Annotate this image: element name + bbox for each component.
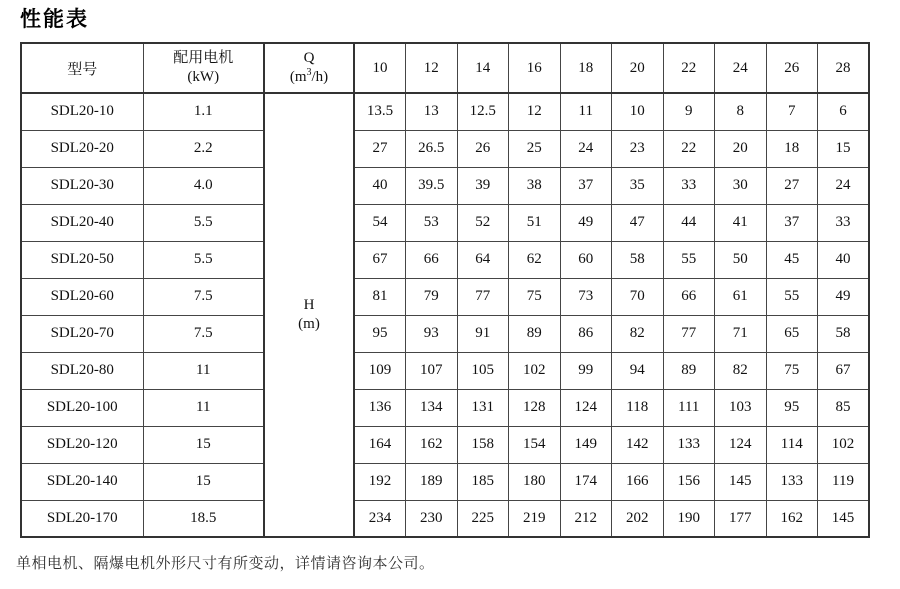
head-value-cell: 61 bbox=[715, 278, 767, 315]
table-row bbox=[21, 500, 869, 537]
col-header-flow-value: 20 bbox=[612, 43, 664, 93]
col-header-flow-value: 28 bbox=[818, 43, 870, 93]
model-cell: SDL20-80 bbox=[21, 352, 143, 389]
head-value-cell: 212 bbox=[560, 500, 612, 537]
head-value-cell: 12.5 bbox=[457, 93, 509, 130]
head-value-cell: 39.5 bbox=[406, 167, 458, 204]
head-value-cell: 24 bbox=[818, 167, 870, 204]
head-value-cell: 111 bbox=[663, 389, 715, 426]
page-title: 性能表 bbox=[20, 8, 89, 31]
head-value-cell: 67 bbox=[818, 352, 870, 389]
head-value-cell: 8 bbox=[715, 93, 767, 130]
table-row bbox=[21, 352, 869, 389]
head-value-cell: 13 bbox=[406, 93, 458, 130]
cube-superscript: 3 bbox=[306, 67, 312, 78]
table-body bbox=[21, 93, 869, 537]
head-value-cell: 60 bbox=[560, 241, 612, 278]
head-value-cell: 58 bbox=[818, 315, 870, 352]
head-value-cell: 119 bbox=[818, 463, 870, 500]
motor-header-unit: (kW) bbox=[187, 69, 220, 85]
head-value-cell: 133 bbox=[766, 463, 818, 500]
head-value-cell: 53 bbox=[406, 204, 458, 241]
table-row bbox=[21, 315, 869, 352]
head-value-cell: 93 bbox=[406, 315, 458, 352]
head-value-cell: 154 bbox=[509, 426, 561, 463]
head-value-cell: 55 bbox=[766, 278, 818, 315]
table-row bbox=[21, 241, 869, 278]
head-value-cell: 54 bbox=[354, 204, 406, 241]
head-value-cell: 128 bbox=[509, 389, 561, 426]
head-value-cell: 105 bbox=[457, 352, 509, 389]
model-cell: SDL20-50 bbox=[21, 241, 143, 278]
head-value-cell: 164 bbox=[354, 426, 406, 463]
head-value-cell: 79 bbox=[406, 278, 458, 315]
col-header-flow-value: 26 bbox=[766, 43, 818, 93]
table-row bbox=[21, 130, 869, 167]
footer-note: 单相电机、隔爆电机外形尺寸有所变动，详情请咨询本公司。 bbox=[16, 556, 435, 572]
head-value-cell: 77 bbox=[663, 315, 715, 352]
model-cell: SDL20-30 bbox=[21, 167, 143, 204]
head-value-cell: 81 bbox=[354, 278, 406, 315]
head-value-cell: 27 bbox=[766, 167, 818, 204]
head-value-cell: 89 bbox=[509, 315, 561, 352]
head-value-cell: 230 bbox=[406, 500, 458, 537]
head-value-cell: 166 bbox=[612, 463, 664, 500]
head-value-cell: 26 bbox=[457, 130, 509, 167]
head-value-cell: 13.5 bbox=[354, 93, 406, 130]
head-value-cell: 24 bbox=[560, 130, 612, 167]
col-header-flow-value: 12 bbox=[406, 43, 458, 93]
head-value-cell: 10 bbox=[612, 93, 664, 130]
head-value-cell: 225 bbox=[457, 500, 509, 537]
head-value-cell: 124 bbox=[560, 389, 612, 426]
table-row bbox=[21, 389, 869, 426]
head-value-cell: 27 bbox=[354, 130, 406, 167]
head-label-unit: (m) bbox=[298, 316, 320, 332]
head-value-cell: 95 bbox=[766, 389, 818, 426]
flow-header-unit: $(m^3/h)$ bbox=[289, 67, 329, 85]
head-value-cell: 41 bbox=[715, 204, 767, 241]
motor-power-cell: 11 bbox=[143, 352, 264, 389]
table-row bbox=[21, 426, 869, 463]
head-value-cell: 86 bbox=[560, 315, 612, 352]
head-value-cell: 40 bbox=[818, 241, 870, 278]
head-value-cell: 25 bbox=[509, 130, 561, 167]
head-value-cell: 70 bbox=[612, 278, 664, 315]
col-header-model: 型号 bbox=[21, 43, 143, 93]
head-value-cell: 9 bbox=[663, 93, 715, 130]
head-value-cell: 75 bbox=[766, 352, 818, 389]
model-cell: SDL20-10 bbox=[21, 93, 143, 130]
motor-power-cell: 7.5 bbox=[143, 278, 264, 315]
head-value-cell: 124 bbox=[715, 426, 767, 463]
head-value-cell: 20 bbox=[715, 130, 767, 167]
model-cell: SDL20-60 bbox=[21, 278, 143, 315]
motor-power-cell: 1.1 bbox=[143, 93, 264, 130]
col-header-flow-value: 22 bbox=[663, 43, 715, 93]
head-value-cell: 73 bbox=[560, 278, 612, 315]
head-value-cell: 47 bbox=[612, 204, 664, 241]
head-value-cell: 131 bbox=[457, 389, 509, 426]
head-value-cell: 109 bbox=[354, 352, 406, 389]
head-value-cell: 37 bbox=[766, 204, 818, 241]
table-row bbox=[21, 204, 869, 241]
head-value-cell: 62 bbox=[509, 241, 561, 278]
head-value-cell: 162 bbox=[766, 500, 818, 537]
head-value-cell: 142 bbox=[612, 426, 664, 463]
head-value-cell: 51 bbox=[509, 204, 561, 241]
head-value-cell: 177 bbox=[715, 500, 767, 537]
motor-power-cell: 7.5 bbox=[143, 315, 264, 352]
table-row bbox=[21, 167, 869, 204]
model-cell: SDL20-70 bbox=[21, 315, 143, 352]
table-row bbox=[21, 93, 869, 130]
head-value-cell: 11 bbox=[560, 93, 612, 130]
model-cell: SDL20-140 bbox=[21, 463, 143, 500]
head-value-cell: 37 bbox=[560, 167, 612, 204]
table-header-row bbox=[21, 43, 869, 93]
table-row bbox=[21, 278, 869, 315]
head-value-cell: 89 bbox=[663, 352, 715, 389]
head-value-cell: 156 bbox=[663, 463, 715, 500]
head-value-cell: 102 bbox=[509, 352, 561, 389]
model-cell: SDL20-120 bbox=[21, 426, 143, 463]
head-unit-merged-cell bbox=[264, 93, 354, 537]
col-header-motor bbox=[143, 43, 264, 93]
head-value-cell: 158 bbox=[457, 426, 509, 463]
motor-power-cell: 2.2 bbox=[143, 130, 264, 167]
model-cell: SDL20-40 bbox=[21, 204, 143, 241]
head-value-cell: 6 bbox=[818, 93, 870, 130]
head-value-cell: 95 bbox=[354, 315, 406, 352]
head-value-cell: 23 bbox=[612, 130, 664, 167]
head-value-cell: 149 bbox=[560, 426, 612, 463]
head-value-cell: 94 bbox=[612, 352, 664, 389]
col-header-flow-value: 10 bbox=[354, 43, 406, 93]
head-value-cell: 35 bbox=[612, 167, 664, 204]
head-value-cell: 107 bbox=[406, 352, 458, 389]
head-value-cell: 30 bbox=[715, 167, 767, 204]
model-cell: SDL20-170 bbox=[21, 500, 143, 537]
head-value-cell: 66 bbox=[663, 278, 715, 315]
head-value-cell: 234 bbox=[354, 500, 406, 537]
model-cell: SDL20-20 bbox=[21, 130, 143, 167]
head-value-cell: 26.5 bbox=[406, 130, 458, 167]
head-value-cell: 134 bbox=[406, 389, 458, 426]
head-value-cell: 145 bbox=[818, 500, 870, 537]
head-value-cell: 49 bbox=[560, 204, 612, 241]
head-value-cell: 180 bbox=[509, 463, 561, 500]
head-value-cell: 189 bbox=[406, 463, 458, 500]
model-cell: SDL20-100 bbox=[21, 389, 143, 426]
motor-power-cell: 5.5 bbox=[143, 241, 264, 278]
head-value-cell: 22 bbox=[663, 130, 715, 167]
motor-power-cell: 11 bbox=[143, 389, 264, 426]
head-value-cell: 67 bbox=[354, 241, 406, 278]
motor-power-cell: 18.5 bbox=[143, 500, 264, 537]
head-value-cell: 190 bbox=[663, 500, 715, 537]
head-value-cell: 174 bbox=[560, 463, 612, 500]
col-header-flow bbox=[264, 43, 354, 93]
motor-header-name: 配用电机 bbox=[173, 50, 234, 66]
head-value-cell: 45 bbox=[766, 241, 818, 278]
head-value-cell: 44 bbox=[663, 204, 715, 241]
head-value-cell: 40 bbox=[354, 167, 406, 204]
col-header-flow-value: 18 bbox=[560, 43, 612, 93]
head-value-cell: 91 bbox=[457, 315, 509, 352]
head-value-cell: 64 bbox=[457, 241, 509, 278]
motor-power-cell: 15 bbox=[143, 426, 264, 463]
head-value-cell: 114 bbox=[766, 426, 818, 463]
head-value-cell: 15 bbox=[818, 130, 870, 167]
head-value-cell: 50 bbox=[715, 241, 767, 278]
head-value-cell: 102 bbox=[818, 426, 870, 463]
head-value-cell: 219 bbox=[509, 500, 561, 537]
head-value-cell: 33 bbox=[818, 204, 870, 241]
head-value-cell: 99 bbox=[560, 352, 612, 389]
head-label-symbol: H bbox=[303, 297, 315, 313]
head-value-cell: 66 bbox=[406, 241, 458, 278]
head-value-cell: 38 bbox=[509, 167, 561, 204]
motor-power-cell: 4.0 bbox=[143, 167, 264, 204]
head-value-cell: 55 bbox=[663, 241, 715, 278]
head-value-cell: 33 bbox=[663, 167, 715, 204]
head-value-cell: 39 bbox=[457, 167, 509, 204]
head-value-cell: 77 bbox=[457, 278, 509, 315]
head-value-cell: 49 bbox=[818, 278, 870, 315]
performance-table bbox=[20, 42, 870, 538]
head-value-cell: 118 bbox=[612, 389, 664, 426]
head-value-cell: 85 bbox=[818, 389, 870, 426]
head-value-cell: 192 bbox=[354, 463, 406, 500]
head-value-cell: 7 bbox=[766, 93, 818, 130]
motor-power-cell: 5.5 bbox=[143, 204, 264, 241]
flow-header-symbol: Q bbox=[303, 50, 315, 66]
head-value-cell: 82 bbox=[715, 352, 767, 389]
col-header-flow-value: 14 bbox=[457, 43, 509, 93]
head-value-cell: 58 bbox=[612, 241, 664, 278]
head-value-cell: 145 bbox=[715, 463, 767, 500]
motor-power-cell: 15 bbox=[143, 463, 264, 500]
head-value-cell: 52 bbox=[457, 204, 509, 241]
table-row bbox=[21, 463, 869, 500]
head-value-cell: 12 bbox=[509, 93, 561, 130]
head-value-cell: 18 bbox=[766, 130, 818, 167]
head-value-cell: 162 bbox=[406, 426, 458, 463]
head-value-cell: 185 bbox=[457, 463, 509, 500]
head-value-cell: 133 bbox=[663, 426, 715, 463]
head-value-cell: 71 bbox=[715, 315, 767, 352]
head-value-cell: 65 bbox=[766, 315, 818, 352]
head-value-cell: 103 bbox=[715, 389, 767, 426]
col-header-flow-value: 24 bbox=[715, 43, 767, 93]
head-value-cell: 202 bbox=[612, 500, 664, 537]
head-value-cell: 82 bbox=[612, 315, 664, 352]
col-header-flow-value: 16 bbox=[509, 43, 561, 93]
head-value-cell: 136 bbox=[354, 389, 406, 426]
head-value-cell: 75 bbox=[509, 278, 561, 315]
